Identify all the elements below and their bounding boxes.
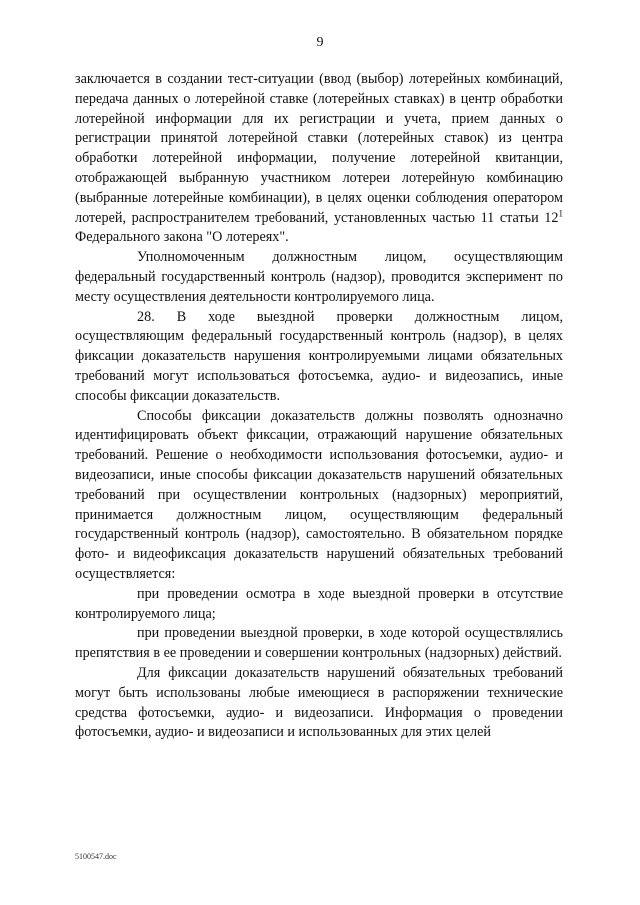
paragraph: Способы фиксации доказательств должны позволять однозначно идентифицировать объект фиксации, отражающий нарушение обязательных требований. Решение о необходимости использования фотосъемки, аудио- и видеозаписи, иные способы фиксации доказательств нарушений обязательных требований при осуществлении контрольных (надзорных) мероприятий, принимается должностным лицом, осуществляющим федеральный государственный контроль (надзор), самостоятельно. В обязательном порядке фото- и видеофиксация доказательств нарушений обязательных требований осуществляется: (75, 407, 563, 582)
footer-file-code: 5100547.doc (75, 852, 117, 861)
paragraph: Для фиксации доказательств нарушений обязательных требований могут быть использованы любые имеющиеся в распоряжении технические средства фотосъемки, аудио- и видеозаписи. Информация о проведении фотосъемки, аудио- и видеозаписи и использованных для этих целей (75, 664, 563, 741)
paragraph: Уполномоченным должностным лицом, осуществляющим федеральный государственный контроль (надзор), проводится эксперимент по месту осуществления деятельности контролируемого лица. (75, 249, 563, 305)
page-number: 9 (316, 35, 324, 50)
paragraph-item-28: 28. В ходе выездной проверки должностным лицом, осуществляющим федеральный государственный контроль (надзор), в целях фиксации доказательств нарушения контролируемыми лицами обязательных требований могут использоваться фотосъемка, аудио- и видеозапись, иные способы фиксации доказательств. (75, 308, 563, 404)
list-item: при проведении осмотра в ходе выездной проверки в отсутствие контролируемого лица; (75, 585, 563, 622)
paragraph-continuation (75, 70, 563, 248)
paragraph-text: заключается в создании тест-ситуации (ввод (выбор) лотерейных комбинаций, передача данных о лотерейной ставке (лотерейных ставках) в центр обработки лотерейной информации для их регистрации и учета, прием данных о регистрации принятой лотерейной ставки (лотерейных ставок) из центра обработки лотерейной информации, получение лотерейной квитанции, отображающей выбранную участником лотереи лотерейную комбинацию (выбранные лотерейные комбинации), в целях оценки соблюдения оператором лотерей, распространителем требований, установленных частью 11 статьи 12 (75, 71, 563, 226)
list-item: при проведении выездной проверки, в ходе которой осуществлялись препятствия в ее проведении и совершении контрольных (надзорных) действий. (75, 625, 563, 662)
superscript: 1 (558, 207, 563, 218)
document-body (75, 70, 563, 743)
paragraph-text: Федерального закона "О лотереях". (75, 229, 289, 246)
